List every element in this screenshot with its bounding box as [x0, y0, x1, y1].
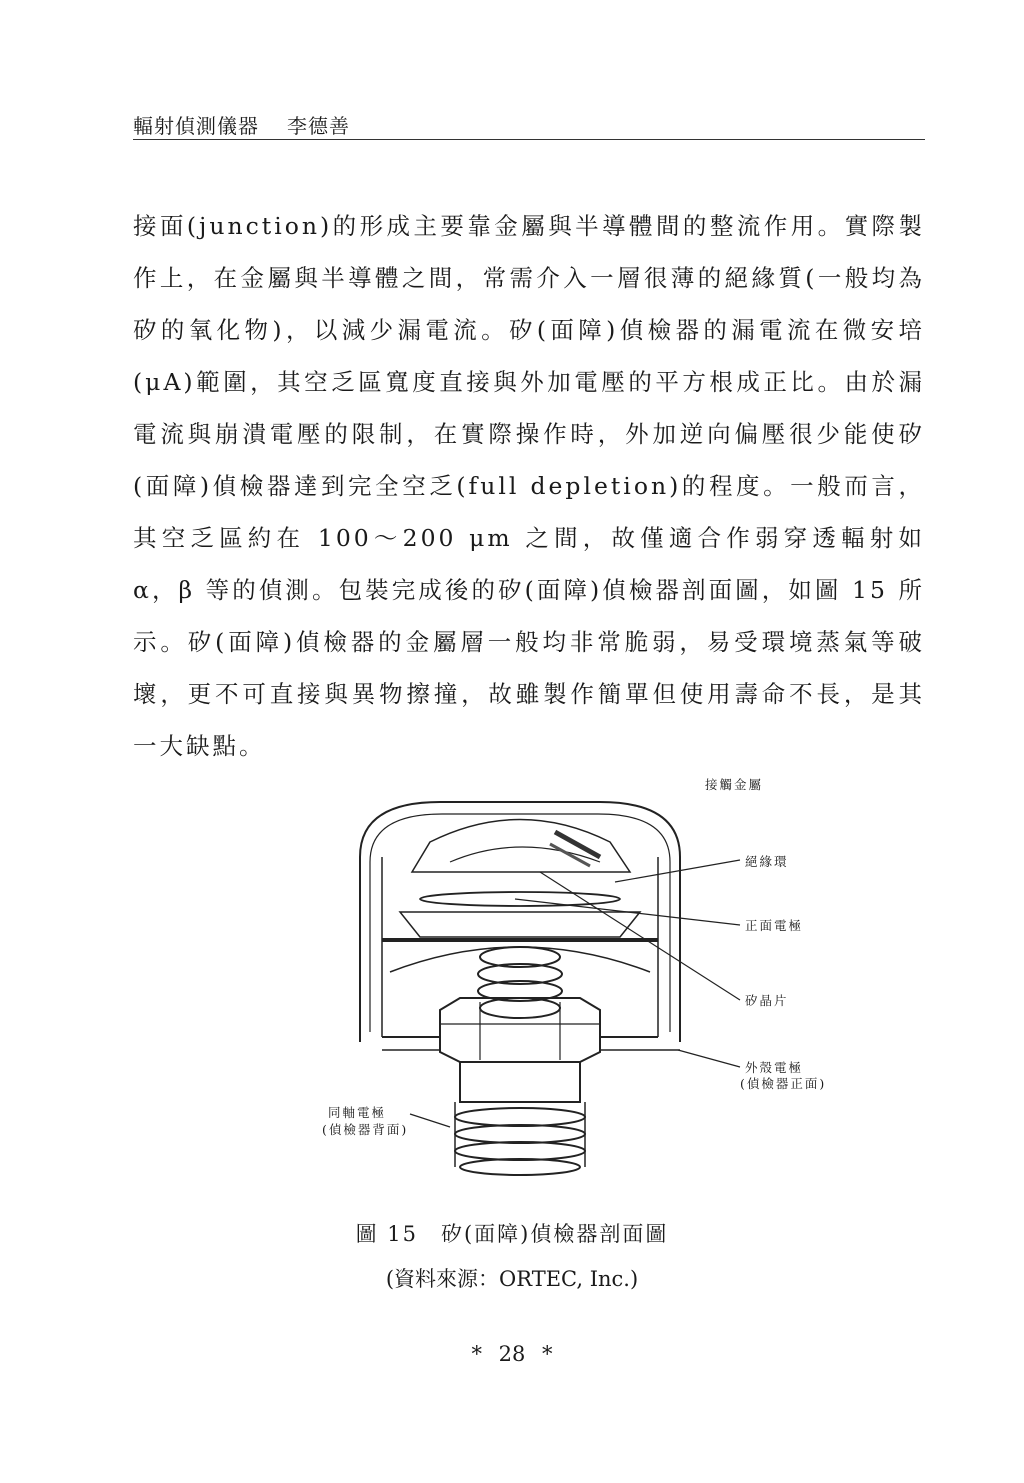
- label-coax-electrode: 同軸電極: [328, 1105, 387, 1120]
- page-number: * 28 *: [471, 1342, 553, 1366]
- figure-source: (資料來源：ORTEC, Inc.): [385, 1267, 639, 1291]
- label-case-electrode-note: (偵檢器正面): [740, 1076, 827, 1091]
- label-front-electrode: 正面電極: [745, 918, 804, 933]
- figure-caption: 圖 15 矽(面障)偵檢器剖面圖: [355, 1222, 669, 1246]
- label-case-electrode: 外殼電極: [745, 1060, 804, 1075]
- paragraph: 接面(junction)的形成主要靠金屬與半導體間的整流作用。實際製作上，在金屬與半導體之間，常需介入一層很薄的絕緣質(一般均為矽的氧化物)，以減少漏電流。矽(面障)偵檢器的漏電流在微安培(μA)範圍，其空乏區寬度直接與外加電壓的平方根成正比。由於漏電流與崩潰電壓的限制，在實際操作時，外加逆向偏壓很少能使矽(面障)偵檢器達到完全空乏(full depletion)的程度。一般而言，其空乏區約在 100～200 μm 之間，故僅適合作弱穿透輻射如 α，β 等的偵測。包裝完成後的矽(面障)偵檢器剖面圖，如圖 15 所示。矽(面障)偵檢器的金屬層一般均非常脆弱，易受環境蒸氣等破壞，更不可直接與異物擦撞，故雖製作簡單但使用壽命不長，是其一大缺點。: [133, 212, 925, 760]
- label-coax-electrode-note: (偵檢器背面): [322, 1122, 409, 1137]
- running-header: [133, 110, 925, 139]
- detector-cross-section-figure: [300, 762, 920, 1182]
- author-name: 李德善: [287, 114, 350, 138]
- label-silicon-wafer: 矽晶片: [745, 993, 789, 1008]
- label-contact-metal: 接觸金屬: [705, 777, 764, 792]
- header-rule: [133, 139, 925, 140]
- book-title: 輻射偵測儀器: [133, 114, 259, 138]
- body-text: [133, 200, 925, 772]
- detector-cross-section-drawing: [300, 762, 920, 1182]
- label-insulating-ring: 絕緣環: [745, 854, 789, 869]
